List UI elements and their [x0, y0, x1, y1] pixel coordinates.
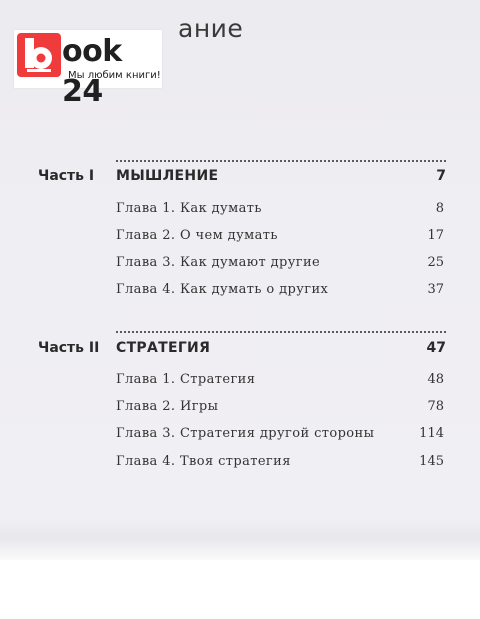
chapter-title: Глава 3. Стратегия другой стороны — [116, 426, 375, 441]
chapter-title: Глава 1. Стратегия — [116, 372, 256, 387]
chapter-page-number: 78 — [427, 399, 444, 414]
chapter-title: Глава 4. Твоя стратегия — [116, 454, 291, 469]
part-label: Часть II — [38, 340, 100, 356]
chapter-page-number: 114 — [419, 426, 444, 441]
chapter-title: Глава 3. Как думают другие — [116, 255, 321, 270]
part-separator — [116, 160, 446, 162]
part-title: МЫШЛЕНИЕ — [116, 168, 219, 184]
book24-logo[interactable] — [14, 30, 162, 109]
page-heading: ание — [178, 14, 244, 43]
chapter-page-number: 37 — [427, 282, 444, 297]
chapter-title: Глава 1. Как думать — [116, 201, 262, 216]
part-label: Часть I — [38, 168, 95, 184]
part-page-number: 7 — [436, 168, 446, 184]
part-title: СТРАТЕГИЯ — [116, 340, 211, 356]
chapter-page-number: 17 — [427, 228, 444, 243]
chapter-title: Глава 2. Игры — [116, 399, 219, 414]
chapter-page-number: 25 — [427, 255, 444, 270]
logo-tagline: Мы любим книги! — [68, 70, 161, 81]
logo-wordmark: ook 24 — [62, 34, 122, 109]
chapter-page-number: 145 — [419, 454, 444, 469]
page-edge-shadow — [0, 520, 480, 560]
chapter-page-number: 8 — [435, 201, 444, 216]
chapter-page-number: 48 — [427, 372, 444, 387]
bottom-blank-area — [0, 560, 480, 619]
part-page-number: 47 — [426, 340, 446, 356]
chapter-title: Глава 4. Как думать о других — [116, 282, 329, 297]
book-b-icon — [17, 33, 61, 77]
part-separator — [116, 331, 446, 333]
chapter-title: Глава 2. О чем думать — [116, 228, 278, 243]
